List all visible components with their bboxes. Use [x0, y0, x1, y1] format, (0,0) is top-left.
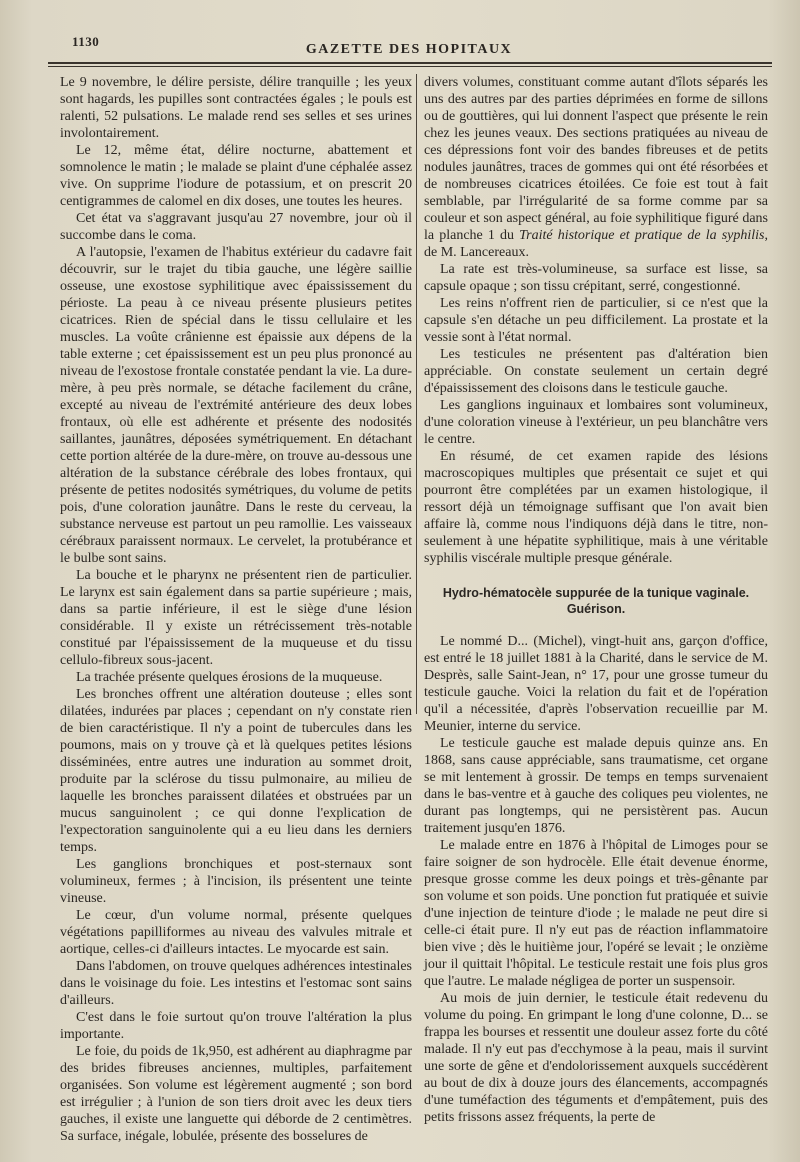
section-title-line: Hydro-hématocèle suppurée de la tunique vaginale.	[442, 586, 750, 600]
paragraph: Les reins n'offrent rien de particulier, si ce n'est que la capsule s'en détache un peu difficilement. La prostate et la vessie sont à l'état normal.	[424, 296, 768, 345]
paragraph: Au mois de juin dernier, le testicule était redevenu du volume du poing. En grimpant le long d'une colonne, D... se frappa les bourses et ressentit une douleur assez forte du côté malade. Il n'y eut pas d'ecchymose à la peau, mais il survint une sorte de gêne et d'endolorissement auxquels succédèrent au bout de dix à douze jours des élancements, accompagnés d'une tuméfaction des téguments et d'empâtement, puis des petits frissons assez fréquents, la perte de	[424, 991, 768, 1125]
right-column	[424, 74, 768, 1126]
citation-title: Traité historique et pratique de la syphilis	[519, 228, 765, 243]
section-subtitle-line: Guérison.	[566, 602, 626, 616]
paragraph: Le malade entre en 1876 à l'hôpital de Limoges pour se faire soigner de son hydrocèle. Elle était devenue énorme, presque grosse comme les deux poings et très-gênante par son volume et son poids. Une ponction fut pratiquée et suivie d'une injection de teinture d'iode ; le malade ne peut dire si celle-ci était pure. Il n'y eut pas de réaction inflammatoire bien vive ; dès le huitième jour, l'opéré se levait ; le onzième jour il quittait l'hôpital. Le testicule restait une fois plus gros que l'autre. Le malade négligea de porter un suspensoir.	[424, 838, 768, 989]
paragraph: Les bronches offrent une altération douteuse ; elles sont dilatées, indurées par places ; cependant on n'y constate rien de bien caractéristique. Il n'y a point de tubercules dans les poumons, mais on y trouve çà et là quelques petites lésions disséminées, entre autres une induration au sommet droit, produite par la sclérose du tissu pulmonaire, au milieu de laquelle les bronches paraissent dilatées et obstruées par un mucus sanguinolent ; ce qui donne l'explication de l'expectoration sanguinolente qui a eu lieu dans les derniers temps.	[60, 687, 412, 855]
paragraph: Les ganglions bronchiques et post-sternaux sont volumineux, fermes ; à l'incision, ils présentent une teinte vineuse.	[60, 857, 412, 906]
paragraph: En résumé, de cet examen rapide des lésions macroscopiques multiples que présentait ce sujet et qui pourront être complétées par un examen histologique, il ressort déjà un témoignage suffisant que l'on avait bien affaire là, comme nous l'indiquons déjà dans le titre, non-seulement à une hépatite syphilitique, mais à une véritable syphilis viscérale multiple presque générale.	[424, 449, 768, 566]
page-number: 1130	[72, 34, 100, 49]
journal-title: GAZETTE DES HOPITAUX	[305, 42, 513, 57]
paragraph: Le nommé D... (Michel), vingt-huit ans, garçon d'office, est entré le 18 juillet 1881 à la Charité, dans le service de M. Desprès, salle Saint-Jean, n° 17, pour une grosse tumeur du testicule gauche. Voici la relation du fait et de l'opération qu'il a nécessitée, d'après l'observation recueillie par M. Meunier, interne du service.	[424, 634, 768, 734]
citation-author: , de M. Lancereaux.	[424, 228, 768, 260]
column-divider	[416, 74, 417, 714]
left-column	[60, 74, 412, 1145]
paragraph	[424, 74, 768, 261]
paragraph: Le foie, du poids de 1k,950, est adhérent au diaphragme par des brides fibreuses anciennes, multiples, parfaitement organisées. Son volume est légèrement augmenté ; son bord est irrégulier ; à l'union de son tiers droit avec les deux tiers gauches, il existe une languette qui déborde de 2 centimètres. Sa surface, inégale, lobulée, présente des bosselures de	[60, 1044, 412, 1144]
header-rule-thin	[48, 66, 772, 67]
paragraph: Le cœur, d'un volume normal, présente quelques végétations papilliformes au niveau des valvules mitrale et aortique, celles-ci d'ailleurs intactes. Le myocarde est sain.	[60, 908, 412, 957]
paragraph: Le 9 novembre, le délire persiste, délire tranquille ; les yeux sont hagards, les pupilles sont contractées égales ; le pouls est ralenti, 52 pulsations. Le malade rend ses selles et ses urines involontairement.	[60, 75, 412, 141]
paragraph-text: divers volumes, constituant comme autant d'îlots séparés les uns des autres par des parties déprimées en forme de sillons ou de gouttières, qui lui donnent l'aspect que présente le rein chez les jeunes veaux. Des sections pratiquées au niveau de ces dépressions font voir des bandes fibreuses et de petits nodules jaunâtres, traces de gommes qui ont été résorbées et de nombreuses cicatrices étoilées. Ce foie est tout à fait semblable, par l'irrégularité de sa forme comme par sa couleur et son aspect général, au foie syphilitique figuré dans la planche 1 du	[424, 75, 768, 243]
paragraph: Cet état va s'aggravant jusqu'au 27 novembre, jour où il succombe dans le coma.	[60, 211, 412, 243]
header-rule-thick	[48, 62, 772, 64]
paragraph: A l'autopsie, l'examen de l'habitus extérieur du cadavre fait découvrir, sur le trajet du tibia gauche, une légère saillie osseuse, une exostose syphilitique avec épaississement du périoste. La peau à ce niveau présente plusieurs petites cicatrices. Rien de spécial dans le tissu cellulaire et les muscles. La voûte crânienne est épaissie aux dépens de la table externe ; cet épaississement est un peu plus prononcé au niveau de l'exostose frontale constatée pendant la vie. La dure-mère, à peu près normale, se détache facilement du crâne, excepté au niveau de l'extrémité antérieure des deux lobes frontaux, où elle est adhérente et présente des nodosités saillantes, jaunâtres, déposées symétriquement. En détachant cette portion altérée de la dure-mère, on trouve au-dessous une altération de la substance cérébrale des lobes frontaux, qui présente de petites nodosités symétriques, du volume de petits pois, d'une coloration jaunâtre. Dans le reste du cerveau, la substance nerveuse est partout un peu ramollie. Les vaisseaux cérébraux paraissent normaux. Le cervelet, la protubérance et le bulbe sont sains.	[60, 245, 412, 566]
paragraph: Dans l'abdomen, on trouve quelques adhérences intestinales dans le voisinage du foie. Les intestins et l'estomac sont sains d'ailleurs.	[60, 959, 412, 1008]
section-title	[424, 585, 768, 617]
paragraph: C'est dans le foie surtout qu'on trouve l'altération la plus importante.	[60, 1010, 412, 1042]
paragraph: La bouche et le pharynx ne présentent rien de particulier. Le larynx est sain également dans sa partie supérieure ; mais, dans sa partie inférieure, il est le siège d'une lésion considérable. Il y existe un rétrécissement très-notable constitué par l'épaississement de la muqueuse et du tissu cellulo-fibreux sous-jacent.	[60, 568, 412, 668]
paragraph: La rate est très-volumineuse, sa surface est lisse, sa capsule opaque ; son tissu crépitant, serré, congestionné.	[424, 262, 768, 294]
paragraph: Les ganglions inguinaux et lombaires sont volumineux, d'une coloration vineuse à l'extérieur, un peu blanchâtre vers le centre.	[424, 398, 768, 447]
paragraph: Le testicule gauche est malade depuis quinze ans. En 1868, sans cause appréciable, sans traumatisme, cet organe se mit lentement à grossir. De temps en temps survenaient dans le bas-ventre et à gauche des coliques peu violentes, ne durant pas longtemps, qui ne persistèrent pas. Aucun traitement jusqu'en 1876.	[424, 736, 768, 836]
paragraph: Le 12, même état, délire nocturne, abattement et somnolence le matin ; le malade se plaint d'une céphalée assez vive. On supprime l'iodure de potassium, et on prescrit 20 centigrammes de calomel en dix doses, une toutes les heures.	[60, 143, 412, 209]
paragraph: La trachée présente quelques érosions de la muqueuse.	[76, 670, 383, 685]
paragraph: Les testicules ne présentent pas d'altération bien appréciable. On constate seulement un certain degré d'épaississement des cloisons dans le testicule gauche.	[424, 347, 768, 396]
